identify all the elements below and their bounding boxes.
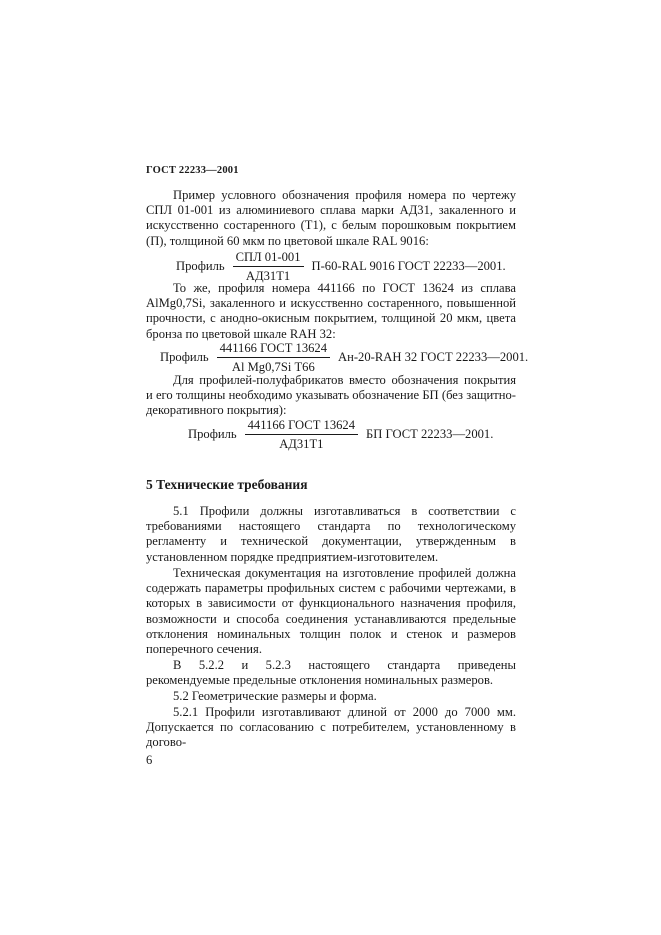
formula-numerator: 441166 ГОСТ 13624	[217, 341, 330, 358]
formula-suffix: П-60-RAL 9016 ГОСТ 22233—2001.	[311, 259, 506, 273]
document-header: ГОСТ 22233—2001	[146, 165, 239, 176]
formula-numerator: 441166 ГОСТ 13624	[245, 418, 358, 435]
formula-prefix: Профиль	[176, 259, 225, 273]
formula-fraction	[217, 341, 330, 374]
formula-designation-1	[176, 250, 506, 283]
formula-denominator: АД31Т1	[279, 437, 324, 451]
formula-fraction	[233, 250, 304, 283]
formula-prefix: Профиль	[160, 350, 209, 364]
paragraph-example-2: То же, профиля номера 441166 по ГОСТ 13624 из сплава AlMg0,7Si, закаленного и искусственно состаренного, повышенной прочности, с анодно-окисным покрытием, толщиной 20 мкм, цвета бронза по цветовой шкале RAH 32:	[146, 281, 516, 341]
paragraph-deviations: В 5.2.2 и 5.2.3 настоящего стандарта приведены рекомендуемые предельные отклонения номинальных размеров.	[146, 658, 516, 688]
formula-denominator: АД31Т1	[245, 269, 291, 283]
paragraph-example-1: Пример условного обозначения профиля номера по чертежу СПЛ 01-001 из алюминиевого сплава марки АД31, закаленного и искусственно состаренного (Т1), с белым порошковым покрытием (П), толщиной 60 мкм по цветовой шкале RAL 9016:	[146, 188, 516, 248]
section-title: 5 Технические требования	[146, 477, 308, 492]
formula-fraction	[245, 418, 358, 451]
page-number: 6	[146, 753, 153, 767]
paragraph-semi-finished: Для профилей-полуфабрикатов вместо обозначения покрытия и его толщины необходимо указывать обозначение БП (без защитно-декоративного покрытия):	[146, 373, 516, 418]
paragraph-5-2-1: 5.2.1 Профили изготавливают длиной от 2000 до 7000 мм. Допускается по согласованию с потребителем, установленному в догово-	[146, 705, 516, 750]
formula-denominator: Al Mg0,7Si Т66	[231, 360, 315, 374]
formula-designation-3	[188, 418, 493, 451]
formula-suffix: БП ГОСТ 22233—2001.	[366, 427, 494, 441]
paragraph-tech-docs: Техническая документация на изготовление профилей должна содержать параметры профильных систем с рабочими чертежами, в которых в зависимости от функционального назначения профиля, возможности и способа соединения устанавливаются предельные отклонения номинальных толщин полок и стенок и размеров поперечного сечения.	[146, 566, 516, 657]
formula-designation-2	[160, 341, 528, 374]
formula-suffix: Ан-20-RAH 32 ГОСТ 22233—2001.	[338, 350, 529, 364]
formula-prefix: Профиль	[188, 427, 237, 441]
formula-numerator: СПЛ 01-001	[233, 250, 304, 267]
paragraph-5-1: 5.1 Профили должны изготавливаться в соответствии с требованиями настоящего стандарта по технологическому регламенту и технической документации, утвержденным в установленном порядке предприятием-изготовителем.	[146, 504, 516, 564]
paragraph-5-2: 5.2 Геометрические размеры и форма.	[173, 689, 377, 703]
